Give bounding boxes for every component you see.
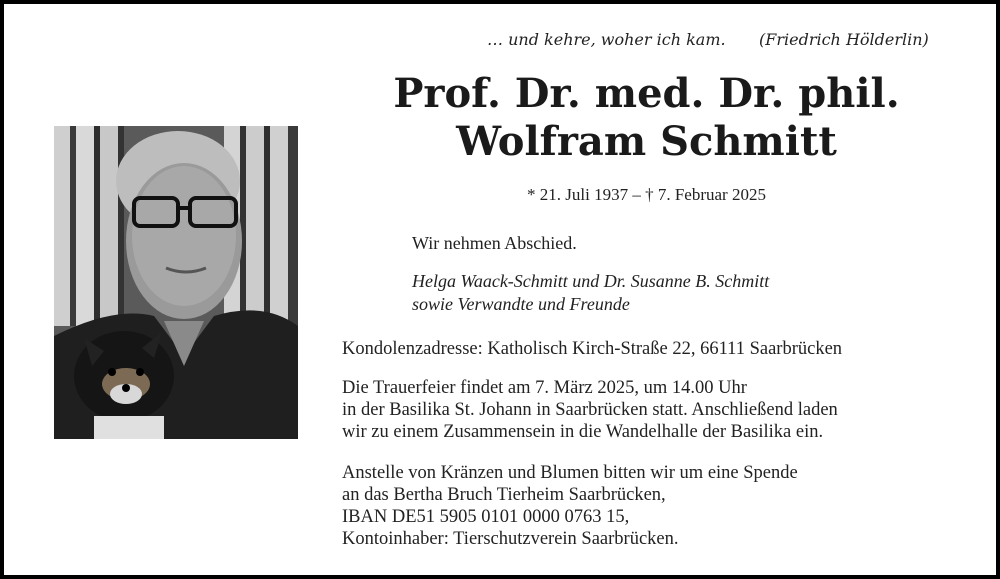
donation-line: Anstelle von Kränzen und Blumen bitten wir um eine Spende <box>342 463 798 483</box>
life-dates: * 21. Juli 1937 – † 7. Februar 2025 <box>527 185 766 204</box>
mourners <box>412 270 769 316</box>
funeral-line: wir zu einem Zusammensein in die Wandelhalle der Basilika ein. <box>342 422 824 442</box>
deceased-name: Wolfram Schmitt <box>456 118 837 165</box>
epigraph-author: (Friedrich Hölderlin) <box>759 30 929 49</box>
donation-line: IBAN DE51 5905 0101 0000 0763 15, <box>342 507 630 527</box>
academic-title: Prof. Dr. med. Dr. phil. <box>393 70 900 117</box>
epigraph-text: … und kehre, woher ich kam. <box>487 30 726 49</box>
funeral-line: in der Basilika St. Johann in Saarbrücken statt. Anschließend laden <box>342 400 838 420</box>
condolence-address <box>342 338 842 360</box>
funeral-info <box>342 377 838 443</box>
mourners-line: sowie Verwandte und Freunde <box>412 294 630 314</box>
donation-info <box>342 462 798 550</box>
portrait-image <box>54 126 298 439</box>
farewell-text: Wir nehmen Abschied. <box>412 233 577 253</box>
funeral-line: Die Trauerfeier findet am 7. März 2025, um 14.00 Uhr <box>342 378 747 398</box>
deceased-name-block <box>344 70 949 166</box>
portrait-photo <box>54 126 298 439</box>
donation-line: an das Bertha Bruch Tierheim Saarbrücken, <box>342 485 666 505</box>
condolence-line: Kondolenzadresse: Katholisch Kirch-Straße 22, 66111 Saarbrücken <box>342 339 843 359</box>
mourners-line: Helga Waack-Schmitt und Dr. Susanne B. Schmitt <box>412 271 770 291</box>
donation-line: Kontoinhaber: Tierschutzverein Saarbrücken. <box>342 529 679 549</box>
